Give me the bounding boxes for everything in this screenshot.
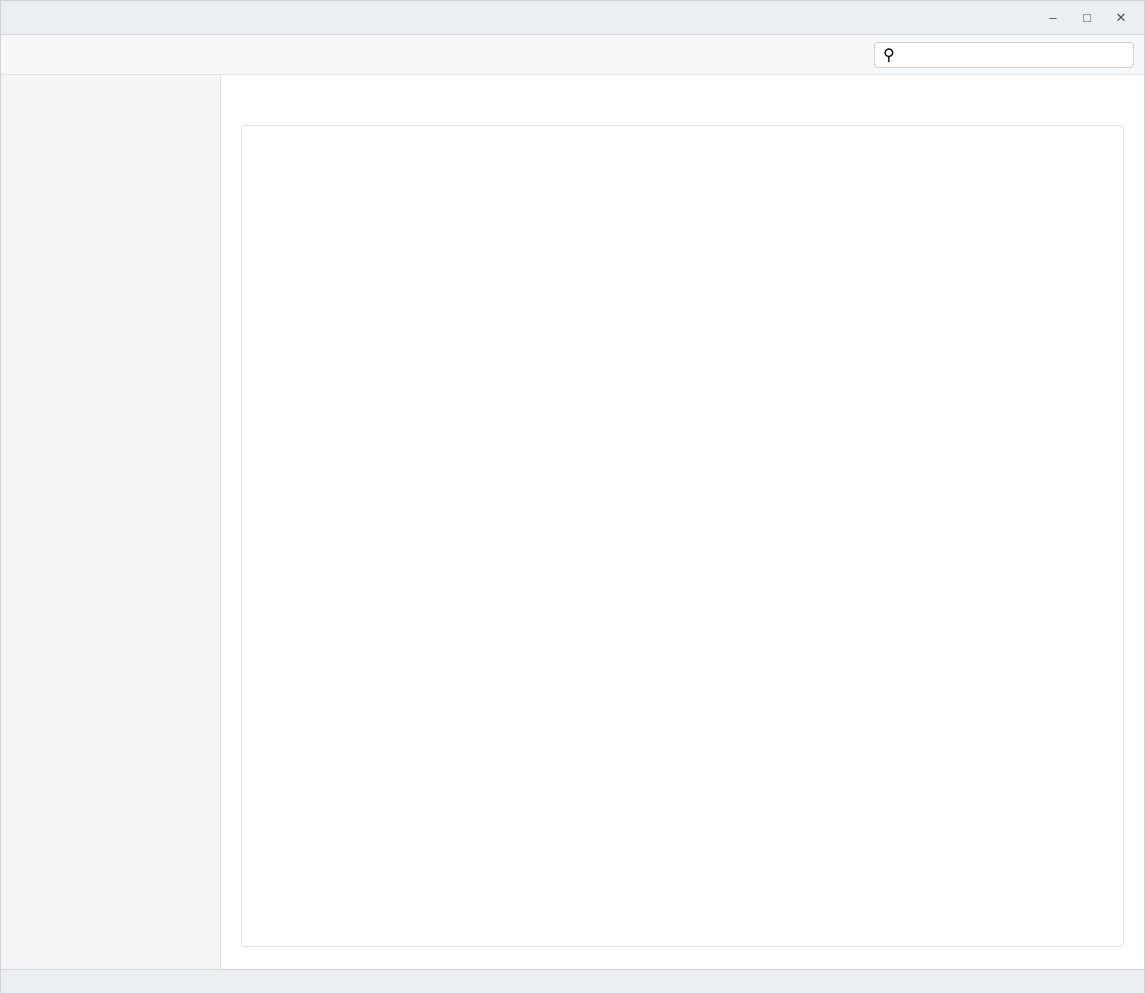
content-area	[241, 125, 1124, 947]
main-panel	[221, 75, 1144, 969]
title-bar	[1, 1, 1144, 35]
maximize-icon[interactable]: □	[1083, 10, 1091, 25]
search-box[interactable]	[874, 42, 1134, 68]
close-icon[interactable]: ✕	[1115, 9, 1127, 25]
app-body	[1, 75, 1144, 969]
sidebar	[1, 75, 221, 969]
status-bar	[1, 969, 1144, 993]
search-icon: ⚲	[883, 46, 895, 64]
minimize-icon[interactable]: –	[1049, 10, 1057, 25]
search-input[interactable]	[901, 47, 1125, 63]
toolbar	[1, 35, 1144, 75]
page-title	[241, 91, 1124, 113]
